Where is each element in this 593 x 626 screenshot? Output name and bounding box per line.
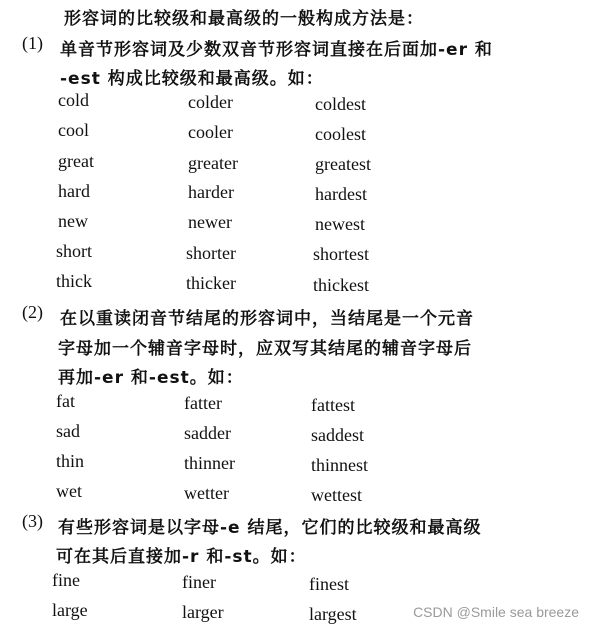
comparative-form: cooler <box>188 122 233 142</box>
section3-line1: 有些形容词是以字母-e 结尾，它们的比较级和最高级 <box>58 518 482 538</box>
csdn-watermark: CSDN @Smile sea breeze <box>413 604 579 620</box>
comparative-form: greater <box>188 153 238 173</box>
positive-form: cold <box>58 90 89 110</box>
positive-form: cool <box>58 120 89 140</box>
intro-text: 形容词的比较级和最高级的一般构成方法是： <box>64 9 424 29</box>
positive-form: short <box>56 241 92 261</box>
superlative-form: coldest <box>315 94 366 114</box>
comparative-form: finer <box>182 572 216 592</box>
superlative-form: finest <box>309 574 349 594</box>
comparative-form: fatter <box>184 393 222 413</box>
comparative-form: wetter <box>184 483 229 503</box>
section1-line2: -est 构成比较级和最高级。如： <box>60 69 324 89</box>
positive-form: great <box>58 151 94 171</box>
superlative-form: wettest <box>311 485 362 505</box>
superlative-form: thinnest <box>311 455 368 475</box>
positive-form: sad <box>56 421 80 441</box>
section1-number: (1) <box>22 33 43 53</box>
section3-line2: 可在其后直接加-r 和-st。如： <box>56 547 307 567</box>
comparative-form: newer <box>188 212 232 232</box>
superlative-form: greatest <box>315 154 371 174</box>
comparative-form: thinner <box>184 453 235 473</box>
section1-line1: 单音节形容词及少数双音节形容词直接在后面加-er 和 <box>60 40 493 60</box>
superlative-form: fattest <box>311 395 355 415</box>
section2-line3: 再加-er 和-est。如： <box>58 368 244 388</box>
superlative-form: thickest <box>313 275 369 295</box>
comparative-form: larger <box>182 602 224 622</box>
positive-form: new <box>58 211 88 231</box>
positive-form: thick <box>56 271 92 291</box>
positive-form: hard <box>58 181 90 201</box>
section2-line1: 在以重读闭音节结尾的形容词中，当结尾是一个元音 <box>60 309 474 329</box>
superlative-form: coolest <box>315 124 366 144</box>
section2-line2: 字母加一个辅音字母时，应双写其结尾的辅音字母后 <box>58 339 472 359</box>
comparative-form: harder <box>188 182 234 202</box>
comparative-form: shorter <box>186 243 236 263</box>
section2-number: (2) <box>22 302 43 322</box>
superlative-form: newest <box>315 214 365 234</box>
comparative-form: thicker <box>186 273 236 293</box>
superlative-form: hardest <box>315 184 367 204</box>
superlative-form: shortest <box>313 244 369 264</box>
superlative-form: saddest <box>311 425 364 445</box>
section3-number: (3) <box>22 511 43 531</box>
comparative-form: colder <box>188 92 233 112</box>
positive-form: wet <box>56 481 82 501</box>
comparative-form: sadder <box>184 423 231 443</box>
positive-form: fine <box>52 570 80 590</box>
positive-form: fat <box>56 391 75 411</box>
superlative-form: largest <box>309 604 357 624</box>
positive-form: thin <box>56 451 85 471</box>
positive-form: large <box>52 600 88 620</box>
